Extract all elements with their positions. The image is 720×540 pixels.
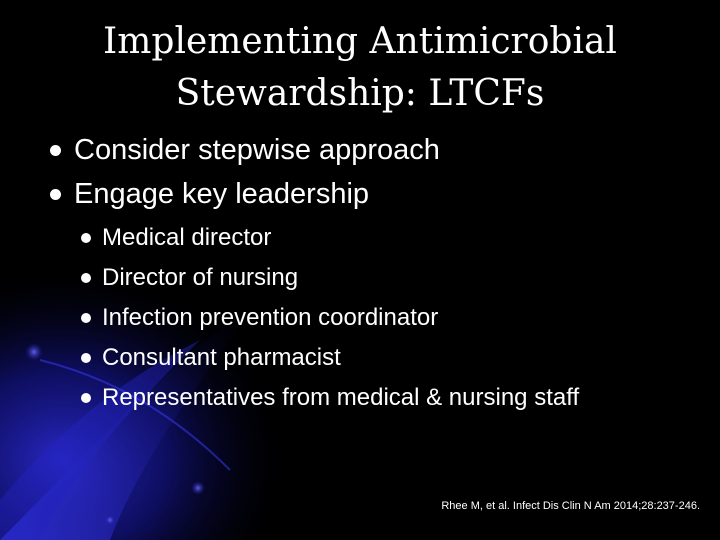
bullet-list: [48, 128, 708, 418]
sub-bullet-text: Infection prevention coordinator: [102, 304, 439, 331]
bullet-dot-icon: [50, 189, 61, 200]
bullet-dot-icon: [50, 145, 61, 156]
sub-bullet-dot-icon: [81, 273, 91, 283]
sub-bullet-item: [80, 378, 708, 418]
sub-bullet-dot-icon: [81, 313, 91, 323]
sub-bullet-text: Representatives from medical & nursing staff: [102, 384, 580, 411]
sub-bullet-item: [80, 218, 708, 258]
bullet-text: Consider stepwise approach: [74, 134, 440, 166]
title-line-1: Implementing Antimicrobial: [103, 21, 617, 62]
bullet-text: Engage key leadership: [74, 178, 370, 210]
bullet-item: [48, 172, 708, 216]
sub-bullet-list: [48, 218, 708, 418]
sub-bullet-dot-icon: [81, 353, 91, 363]
sub-bullet-item: [80, 338, 708, 378]
sub-bullet-text: Consultant pharmacist: [102, 344, 341, 371]
sub-bullet-item: [80, 258, 708, 298]
sub-bullet-dot-icon: [81, 233, 91, 243]
sub-bullet-dot-icon: [81, 393, 91, 403]
sub-bullet-text: Medical director: [102, 224, 272, 251]
bullet-item: [48, 128, 708, 172]
sub-bullet-text: Director of nursing: [102, 264, 299, 291]
title-line-2: Stewardship: LTCFs: [175, 73, 545, 114]
citation: Rhee M, et al. Infect Dis Clin N Am 2014;28:237-246.: [441, 500, 700, 512]
slide-title: [40, 16, 680, 120]
sub-bullet-item: [80, 298, 708, 338]
